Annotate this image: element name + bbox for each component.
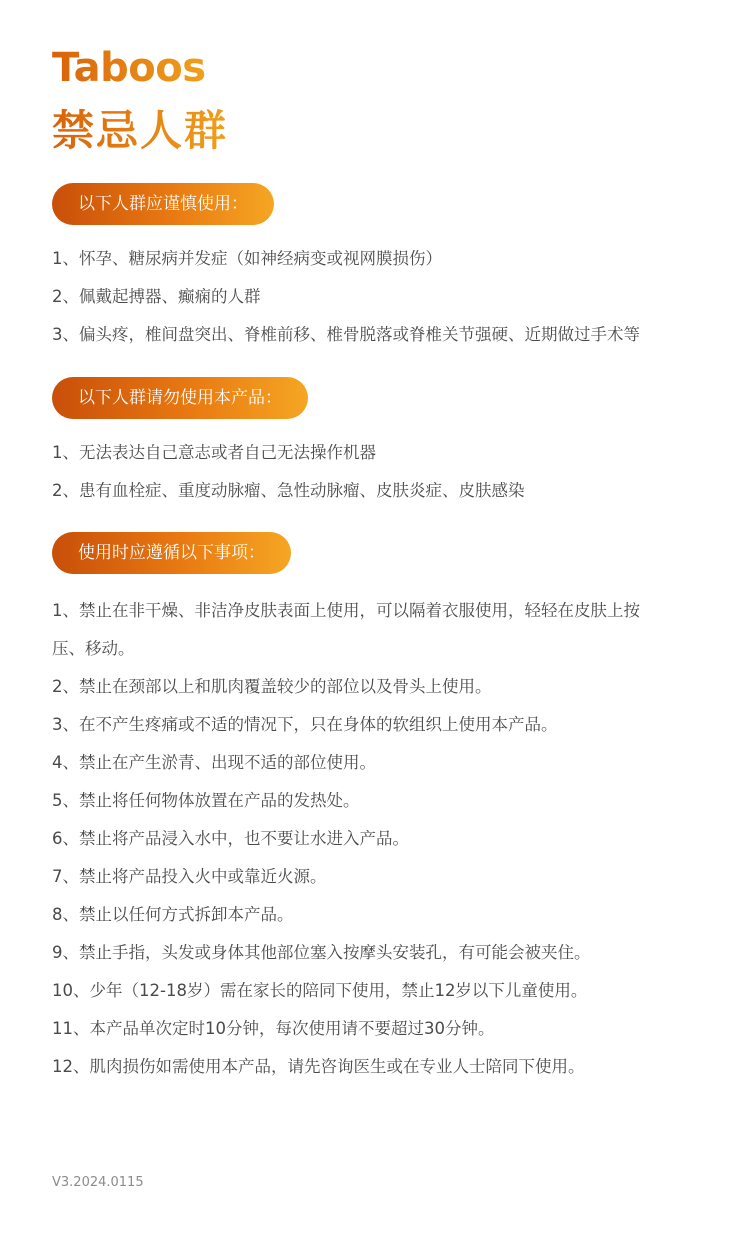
list-item: 3、偏头疼，椎间盘突出、脊椎前移、椎骨脱落或脊椎关节强硬、近期做过手术等 — [52, 325, 640, 344]
list-item: 10、少年（12-18岁）需在家长的陪同下使用，禁止12岁以下儿童使用。 — [52, 981, 588, 1000]
list-item: 12、肌肉损伤如需使用本产品，请先咨询医生或在专业人士陪同下使用。 — [52, 1057, 585, 1076]
list-item: 5、禁止将任何物体放置在产品的发热处。 — [52, 791, 360, 810]
list-item: 9、禁止手指，头发或身体其他部位塞入按摩头安装孔，有可能会被夹住。 — [52, 943, 591, 962]
list-item: 3、在不产生疼痛或不适的情况下，只在身体的软组织上使用本产品。 — [52, 715, 558, 734]
section-caution-list — [52, 240, 722, 354]
list-item: 11、本产品单次定时10分钟，每次使用请不要超过30分钟。 — [52, 1019, 495, 1038]
list-item: 7、禁止将产品投入火中或靠近火源。 — [52, 867, 327, 886]
section-precautions-label: 使用时应遵循以下事项： — [52, 532, 291, 574]
list-item: 8、禁止以任何方式拆卸本产品。 — [52, 905, 294, 924]
section-precautions-list — [52, 592, 722, 1086]
list-item: 6、禁止将产品浸入水中，也不要让水进入产品。 — [52, 829, 409, 848]
version-label: V3.2024.0115 — [52, 1175, 144, 1190]
list-item: 2、佩戴起搏器、癫痫的人群 — [52, 287, 261, 306]
list-item: 1、怀孕、糖尿病并发症（如神经病变或视网膜损伤） — [52, 249, 442, 268]
list-item: 4、禁止在产生淤青、出现不适的部位使用。 — [52, 753, 376, 772]
list-item: 2、患有血栓症、重度动脉瘤、急性动脉瘤、皮肤炎症、皮肤感染 — [52, 481, 525, 500]
section-prohibited-list — [52, 434, 722, 510]
list-item: 1、无法表达自己意志或者自己无法操作机器 — [52, 443, 376, 462]
page-title-en: Taboos — [52, 42, 206, 94]
page-title-cn: 禁忌人群 — [52, 104, 228, 158]
section-caution-label: 以下人群应谨慎使用： — [52, 183, 274, 225]
list-item: 2、禁止在颈部以上和肌肉覆盖较少的部位以及骨头上使用。 — [52, 677, 492, 696]
section-prohibited-label: 以下人群请勿使用本产品： — [52, 377, 308, 419]
list-item: 1、禁止在非干燥、非洁净皮肤表面上使用，可以隔着衣服使用，轻轻在皮肤上按压、移动。 — [52, 601, 640, 658]
